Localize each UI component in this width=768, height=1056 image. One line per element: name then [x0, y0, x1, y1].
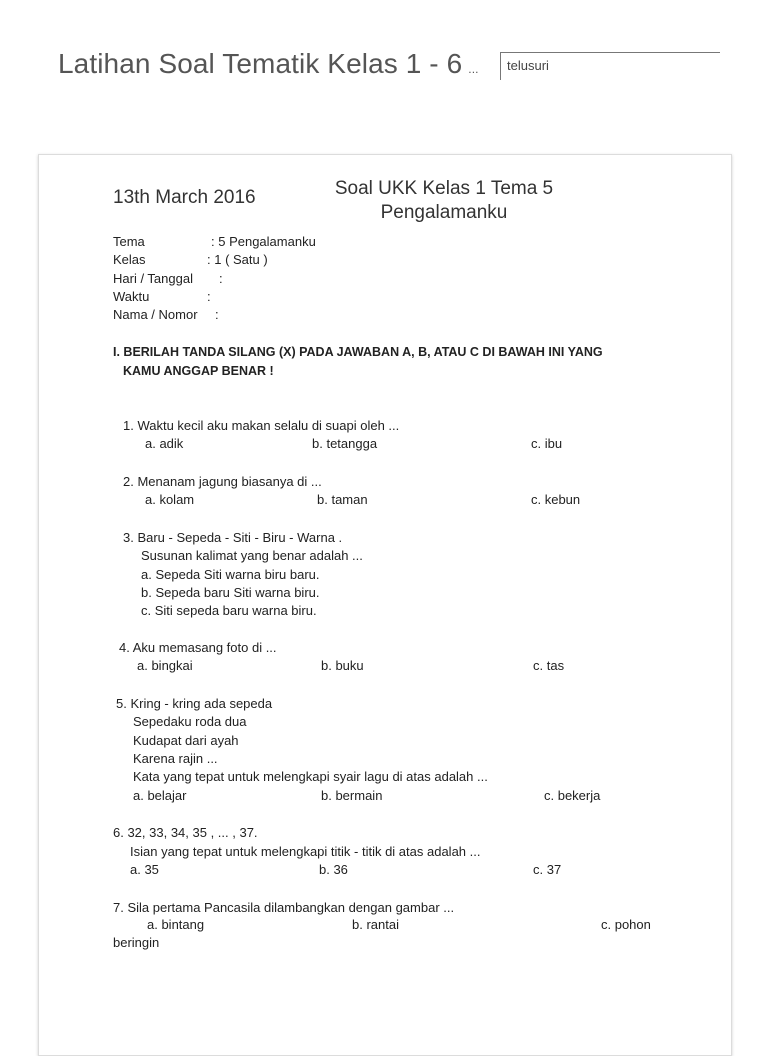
question-6-line: Isian yang tepat untuk melengkapi titik - titik di atas adalah ... [130, 844, 481, 859]
meta-value: : [207, 288, 211, 304]
instruction-line-1: I. BERILAH TANDA SILANG (X) PADA JAWABAN A, B, ATAU C DI BAWAH INI YANG [113, 345, 603, 359]
question-7-option-c: c. pohon [601, 917, 651, 932]
question-5-option-c: c. bekerja [544, 788, 601, 803]
question-5-option-b: b. bermain [321, 788, 383, 803]
post-card [38, 154, 732, 1056]
question-5-option-a: a. belajar [133, 788, 187, 803]
search-input[interactable] [507, 58, 707, 73]
post-title[interactable]: Soal UKK Kelas 1 Tema 5 Pengalamanku [334, 178, 554, 223]
blog-title-text[interactable]: Latihan Soal Tematik Kelas 1 - 6 [58, 48, 463, 79]
question-1-option-a: a. adik [145, 436, 184, 451]
question-4-option-c: c. tas [533, 658, 565, 673]
question-2-option-a: a. kolam [145, 492, 195, 507]
question-4-option-a: a. bingkai [137, 658, 193, 673]
meta-label: Kelas [113, 252, 146, 268]
question-3-line: Susunan kalimat yang benar adalah ... [141, 548, 363, 563]
question-3-option-b: b. Sepeda baru Siti warna biru. [141, 585, 320, 600]
question-6-option-a: a. 35 [130, 862, 159, 877]
question-5-line: Kata yang tepat untuk melengkapi syair lagu di atas adalah ... [133, 769, 488, 784]
meta-label: Waktu [113, 288, 150, 304]
question-1-option-b: b. tetangga [312, 436, 378, 451]
question-6-option-c: c. 37 [533, 862, 562, 877]
meta-value: : [215, 307, 219, 323]
instruction-line-2: KAMU ANGGAP BENAR ! [123, 363, 274, 378]
meta-value: : [219, 270, 223, 286]
question-5: 5. Kring - kring ada sepeda [116, 696, 273, 711]
question-3-option-c: c. Siti sepeda baru warna biru. [141, 603, 317, 618]
question-6: 6. 32, 33, 34, 35 , ... , 37. [113, 825, 258, 840]
meta-label: Hari / Tanggal [113, 270, 193, 286]
question-6-option-b: b. 36 [319, 862, 348, 877]
question-5-line: Karena rajin ... [133, 751, 218, 766]
question-7-option-c-wrap: beringin [113, 935, 160, 950]
meta-value: : 5 Pengalamanku [211, 234, 316, 249]
question-2: 2. Menanam jagung biasanya di ... [123, 474, 322, 489]
meta-label: Nama / Nomor [113, 307, 198, 323]
meta-value: : 1 ( Satu ) [207, 252, 268, 268]
question-7-option-a: a. bintang [147, 917, 205, 932]
question-1-option-c: c. ibu [531, 436, 563, 451]
meta-label: Tema [113, 234, 145, 249]
question-5-line: Sepedaku roda dua [133, 714, 247, 729]
question-7-option-b: b. rantai [352, 917, 399, 932]
question-2-option-b: b. taman [317, 492, 368, 507]
question-3-option-a: a. Sepeda Siti warna biru baru. [141, 567, 320, 582]
question-4-option-b: b. buku [321, 658, 364, 673]
question-2-option-c: c. kebun [531, 492, 581, 507]
question-1: 1. Waktu kecil aku makan selalu di suapi oleh ... [123, 418, 400, 433]
search-box[interactable] [500, 52, 720, 80]
blog-title[interactable] [58, 48, 479, 80]
question-4: 4. Aku memasang foto di ... [119, 640, 277, 655]
question-7: 7. Sila pertama Pancasila dilambangkan dengan gambar ... [113, 900, 455, 915]
post-date: 13th March 2016 [113, 187, 256, 208]
title-ellipsis: ... [468, 62, 479, 76]
question-5-line: Kudapat dari ayah [133, 733, 239, 748]
instruction [113, 343, 659, 380]
question-3: 3. Baru - Sepeda - Siti - Biru - Warna . [123, 530, 343, 545]
